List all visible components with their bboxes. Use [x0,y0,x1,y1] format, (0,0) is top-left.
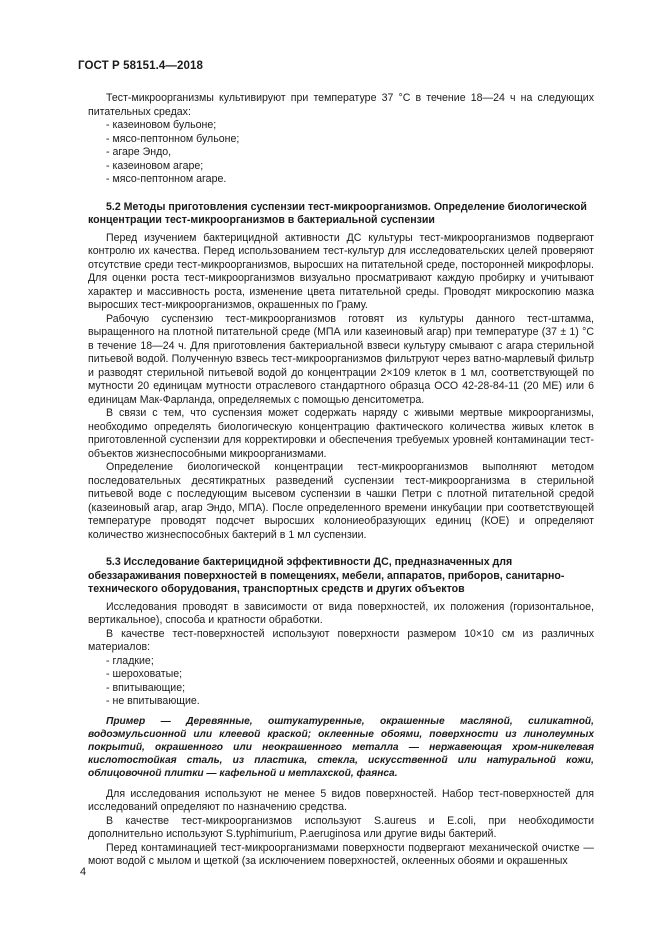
paragraph: Перед контаминацией тест-микроорганизмами поверхности подвергают механической очистке — моют водой с мылом и щеткой (за исключением поверхностей, оклеенных обоями и окрашенных [88,841,594,867]
paragraph: В связи с тем, что суспензия может содержать наряду с живыми мертвые микроорганизмы, необходимо определять биологическую концентрацию фактического количества живых клеток в приготовленной суспензии для корректировки и обеспечения требуемых уровней контаминации тест-объектов жизнеспособными микроорганизмами. [88,407,594,460]
list-item: - мясо-пептонном бульоне; [106,133,594,147]
document-header-title: ГОСТ Р 58151.4—2018 [78,60,203,72]
list-item: - гладкие; [106,655,594,669]
paragraph-cultivation: Тест-микроорганизмы культивируют при температуре 37 °С в течение 18—24 ч на следующих питательных средах: [88,92,594,118]
list-item: - шероховатые; [106,668,594,682]
section-heading-5-3: 5.3 Исследование бактерицидной эффективности ДС, предназначенных для обеззараживания поверхностей в помещениях, мебели, аппаратов, приборов, санитарно-технического оборудования, транспортных средств и других объектов [88,556,565,595]
paragraph: В качестве тест-поверхностей используют поверхности размером 10×10 см из различных материалов: [88,627,594,653]
list-item: - казеиновом агаре; [106,160,594,174]
list-item: - мясо-пептонном агаре. [106,173,594,187]
media-list [88,119,594,187]
paragraph: Определение биологической концентрации тест-микроорганизмов выполняют методом последовательных десятикратных разведений суспензии тест-микроорганизма в стерильной питьевой воде с последующим высевом суспензии в чашки Петри с плотной питательной средой (казеиновый агар, агар Эндо, МПА). После определенного времени инкубации при соответствующей температуре проводят подсчет выросших колониеобразующих единиц (КОЕ) и определяют количество жизнеспособных бактерий в 1 мл суспензии. [88,461,594,541]
list-item: - агаре Эндо, [106,146,594,160]
page-content [88,92,594,869]
example-note: Пример — Деревянные, оштукатуренные, окрашенные масляной, силикатной, водоэмульсионной или клеевой краской; оклеенные обоями, поверхности из линолеумных покрытий, окрашенного или неокрашенного металла — нержавеющая хром-никелевая кислотостойкая сталь, из пластика, стекла, искусственной или натуральной кожи, облицовочной плитки — кафельной и метлахской, фаянса. [88,715,594,779]
list-item: - впитывающие; [106,682,594,696]
list-item: - казеиновом бульоне; [106,119,594,133]
list-item: - не впитывающие. [106,695,594,709]
page-number: 4 [80,866,87,878]
paragraph: Исследования проводят в зависимости от вида поверхностей, их положения (горизонтальное, вертикальное), способа и кратности обработки. [88,600,594,626]
paragraph: В качестве тест-микроорганизмов используют S.aureus и E.coli, при необходимости дополнительно используют S.typhimurium, P.aeruginosa или другие виды бактерий. [88,814,594,840]
paragraph: Перед изучением бактерицидной активности ДС культуры тест-микроорганизмов подвергают контролю их качества. Перед использованием тест-культур для исследовательских целей проверяют отсутствие среди тест-микроорганизмов, выросших на питательной среде, посторонней микрофлоры. Для оценки роста тест-микроорганизмов визуально просматривают каждую пробирку и учитывают характер и массивность роста, изменение цвета питательной среды. Проводят микроскопию мазка выросших тест-микроорганизмов, окрашенных по Граму. [88,231,594,311]
paragraph: Для исследования используют не менее 5 видов поверхностей. Набор тест-поверхностей для исследований определяют по назначению средства. [88,787,594,813]
surface-types-list [88,655,594,709]
paragraph: Рабочую суспензию тест-микроорганизмов готовят из культуры данного тест-штамма, выращенного на плотной питательной среде (МПА или казеиновый агар) при температуре (37 ± 1) °С в течение 18—24 ч. Для приготовления бактериальной взвеси культуру смывают с агара стерильной питьевой водой. Полученную взвесь тест-микроорганизмов фильтруют через ватно-марлевый фильтр и разводят стерильной питьевой водой до концентрации 2×109 клеток в 1 мл, соответствующей по мутности 20 единицам мутности отраслевого стандартного образца ОСО 42-28-84-11 (20 МЕ) или 6 единицам Мак-Фарланда, определяемых с помощью денситометра. [88,312,594,406]
section-heading-5-2: 5.2 Методы приготовления суспензии тест-микроорганизмов. Определение биологической концентрации тест-микроорганизмов в бактериальной суспензии [88,200,587,226]
